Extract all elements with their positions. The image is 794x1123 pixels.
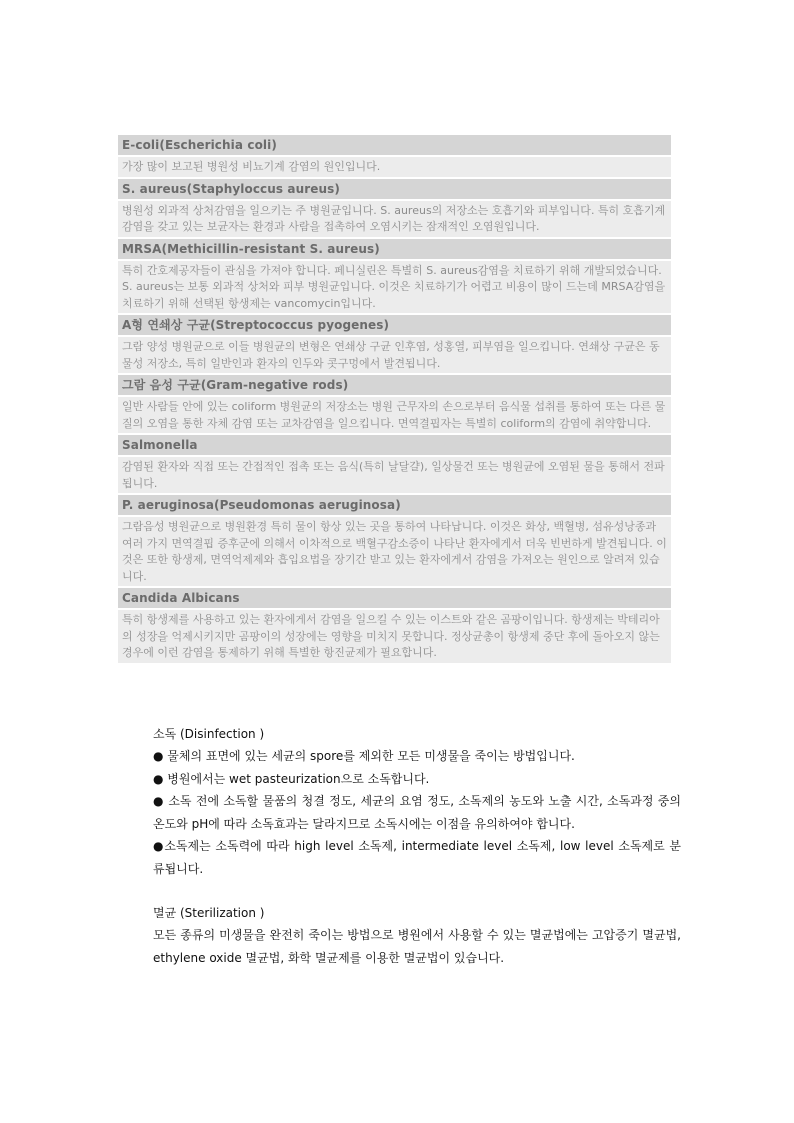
row-heading: E-coli(Escherichia coli) — [118, 135, 671, 157]
pathogen-table — [118, 135, 671, 665]
row-body: 그람음성 병원균으로 병원환경 특히 물이 항상 있는 곳을 통하여 나타납니다. 이것은 화상, 백혈병, 섬유성낭종과 여러 가지 면역결핍 증후군에 의해서 이차적으로 백혈구감소증이 나타난 환자에게서 더욱 빈번하게 발견됩니다. 이것은 또한 항생제, 면역억제제와 흡입요법을 장기간 받고 있는 환자에게서 감염을 가져오는 원인으로 알려져 있습니다. — [118, 517, 671, 588]
row-heading: A형 연쇄상 구균(Streptococcus pyogenes) — [118, 315, 671, 337]
disinfection-bullet: ● 소독 전에 소독할 물품의 청결 정도, 세균의 요염 정도, 소독제의 농도와 노출 시간, 소독과정 중의 온도와 pH에 따라 소독효과는 달라지므로 소독시에는 이점을 유의하여야 합니다. — [153, 794, 681, 831]
row-heading: S. aureus(Staphyloccus aureus) — [118, 179, 671, 201]
row-heading: MRSA(Methicillin-resistant S. aureus) — [118, 239, 671, 261]
sterilization-title: 멸균 (Sterilization ) — [153, 906, 265, 920]
disinfection-bullet: ● 병원에서는 wet pasteurization으로 소독합니다. — [153, 771, 430, 786]
disinfection-title: 소독 (Disinfection ) — [153, 727, 265, 741]
row-body: 특히 항생제를 사용하고 있는 환자에게서 감염을 일으킬 수 있는 이스트와 같은 곰팡이입니다. 항생제는 박테리아의 성장을 억제시키지만 곰팡이의 성장에는 영향을 미치지 못합니다. 정상균총이 항생제 중단 후에 돌아오지 않는 경우에 이런 감염을 통제하기 위해 특별한 항진균제가 필요합니다. — [118, 610, 671, 665]
row-body: 감염된 환자와 직접 또는 간접적인 접촉 또는 음식(특히 날달걀), 일상물건 또는 병원균에 오염된 물을 통해서 전파됩니다. — [118, 457, 671, 495]
section-spacer — [153, 880, 681, 902]
row-body: 일반 사람들 안에 있는 coliform 병원균의 저장소는 병원 근무자의 손으로부터 음식물 섭취를 통하여 또는 다른 물질의 오염을 통한 자체 감염 또는 교차감염을 일으킵니다. 면역결핍자는 특별히 coliform의 감염에 취약합니다. — [118, 397, 671, 435]
row-body: 병원성 외과적 상처감염을 일으키는 주 병원균입니다. S. aureus의 저장소는 호흡기와 피부입니다. 특히 호흡기계 감염을 갖고 있는 보균자는 환경과 사람을 접촉하여 오염시키는 잠재적인 오염원입니다. — [118, 201, 671, 239]
row-body: 가장 많이 보고된 병원성 비뇨기계 감염의 원인입니다. — [118, 157, 671, 179]
row-body: 특히 간호제공자들이 관심을 가져야 합니다. 페니실린은 특별히 S. aureus감염을 치료하기 위해 개발되었습니다. S. aureus는 보통 외과적 상처와 피부 병원균입니다. 이것은 치료하기가 어렵고 비용이 많이 드는데 MRSA감염을 치료하기 위해 선택된 항생제는 vancomycin입니다. — [118, 261, 671, 316]
row-heading: Candida Albicans — [118, 588, 671, 610]
row-heading: Salmonella — [118, 435, 671, 457]
row-body: 그람 양성 병원균으로 이들 병원균의 변형은 연쇄상 구균 인후염, 성홍열, 피부염을 일으킵니다. 연쇄상 구균은 동물성 저장소, 특히 일반인과 환자의 인두와 콧구멍에서 발견됩니다. — [118, 337, 671, 375]
disinfection-bullet: ●소독제는 소독력에 따라 high level 소독제, intermediate level 소독제, low level 소독제로 분류됩니다. — [153, 839, 681, 876]
sterilization-text: 모든 종류의 미생물을 완전히 죽이는 방법으로 병원에서 사용할 수 있는 멸균법에는 고압증기 멸균법, ethylene oxide 멸균법, 화학 멸균제를 이용한 멸균법이 있습니다. — [153, 928, 681, 965]
row-heading: 그람 음성 구균(Gram-negative rods) — [118, 375, 671, 397]
disinfection-bullet: ● 물체의 표면에 있는 세균의 spore를 제외한 모든 미생물을 죽이는 방법입니다. — [153, 749, 575, 763]
row-heading: P. aeruginosa(Pseudomonas aeruginosa) — [118, 495, 671, 517]
notes-section — [153, 723, 681, 969]
